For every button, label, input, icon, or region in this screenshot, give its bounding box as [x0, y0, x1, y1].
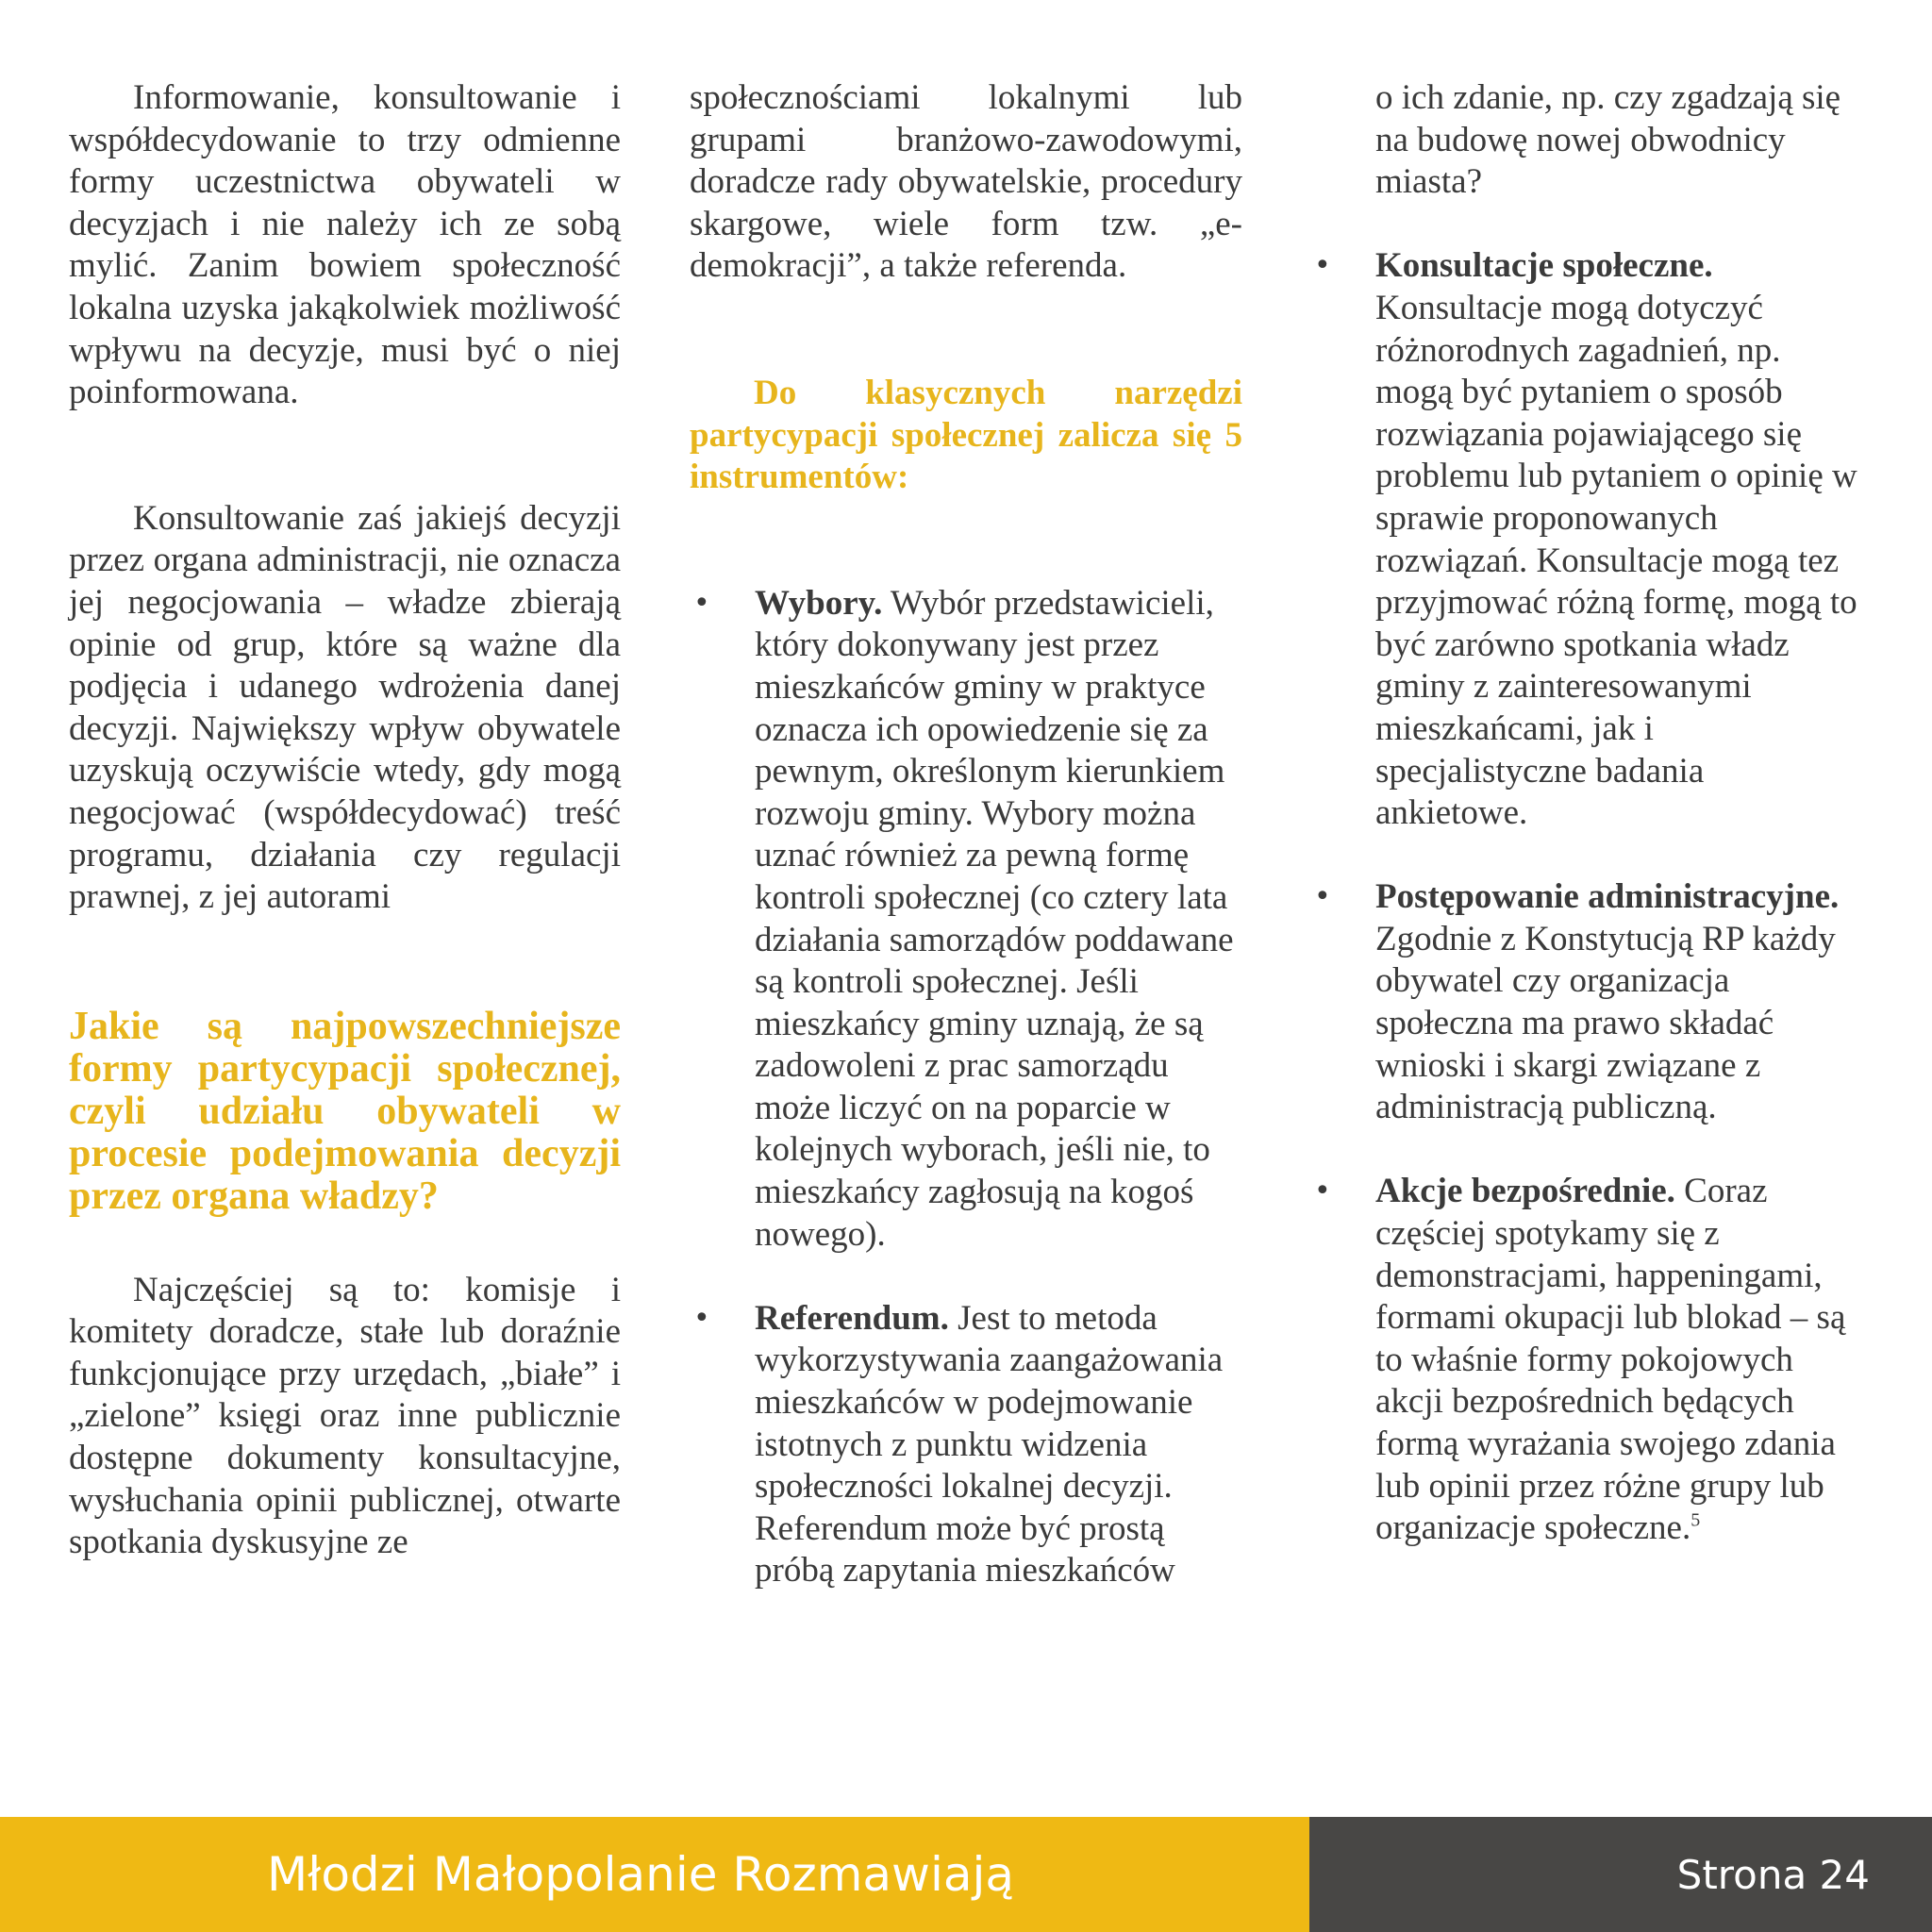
list-item-referendum — [690, 1298, 1242, 1592]
list-item-title: Konsultacje społeczne. — [1375, 246, 1713, 286]
list-item-title: Referendum. — [755, 1298, 949, 1338]
list-item-text: Jest to metoda wykorzystywania zaangażowania mieszkańców w podejmowanie istotnych z punktu widzenia społeczności lokalnej decyzji. Referendum może być prostą próbą zapytania mieszkańców — [755, 1298, 1224, 1591]
footnote-marker: 5 — [1690, 1509, 1701, 1531]
column-1 — [69, 77, 621, 1564]
bullet-dot-icon: • — [1314, 880, 1331, 914]
list-item-wybory — [690, 583, 1242, 1257]
bullet-dot-icon: • — [693, 1301, 710, 1335]
section-heading-instruments: Do klasycznych narzędzi partycypacji społecznej zalicza się 5 instrumentów: — [690, 373, 1242, 497]
column-2 — [690, 77, 1242, 1592]
list-item-akcje — [1310, 1171, 1862, 1549]
paragraph-spolecznosciami: społecznościami lokalnymi lub grupami branżowo-zawodowymi, doradcze rady obywatelskie, procedury skargowe, wiele form tzw. „e-demokracji”, a także referenda. — [690, 78, 1242, 286]
paragraph-informowanie: Informowanie, konsultowanie i współdecydowanie to trzy odmienne formy uczestnictwa obywateli w decyzjach i nie należy ich ze sobą mylić. Zanim bowiem społeczność lokalna uzyska jakąkolwiek możliwość wpływu na decyzje, musi być o niej poinformowana. — [69, 78, 621, 412]
page-number: Strona 24 — [1676, 1851, 1870, 1898]
publication-title: Młodzi Małopolanie Rozmawiają — [266, 1847, 1015, 1902]
list-item-title: Postępowanie administracyjne. — [1375, 877, 1840, 917]
list-item-konsultacje — [1310, 245, 1862, 834]
list-item-title: Akcje bezpośrednie. — [1375, 1172, 1675, 1211]
footer-title-band — [0, 1817, 1309, 1932]
instrument-list — [690, 583, 1242, 1592]
paragraph-konsultowanie: Konsultowanie zaś jakiejś decyzji przez organa administracji, nie oznacza jej negocjowania – władze zbierają opinie od grup, które są ważne dla podjęcia i udanego wdrożenia danej decyzji. Największy wpływ obywatele uzyskują oczywiście wtedy, gdy mogą negocjować (współdecydować) treść programu, działania czy regulacji prawnej, z jej autorami — [69, 498, 621, 917]
list-item-postepowanie — [1310, 876, 1862, 1129]
paragraph-najczesciej: Najczęściej są to: komisje i komitety doradcze, stałe lub doraźnie funkcjonujące przy urzędach, „białe” i „zielone” księgi oraz inne publicznie dostępne dokumenty konsultacyjne, wysłuchania opinii publicznej, otwarte spotkania dyskusyjne ze — [69, 1270, 621, 1562]
paragraph-continuation: o ich zdanie, np. czy zgadzają się na budowę nowej obwodnicy miasta? — [1375, 78, 1841, 202]
page-footer — [0, 1817, 1932, 1932]
footer-page-band — [1309, 1817, 1932, 1932]
column-3 — [1310, 77, 1862, 1550]
list-item-text: Coraz częściej spotykamy się z demonstracjami, happeningami, formami okupacji lub blokad – są to właśnie formy pokojowych akcji bezpośrednich będących formą wyrażania swojego zdania lub opinii przez różne grupy lub organizacje społeczne. — [1375, 1172, 1846, 1548]
section-heading-forms: Jakie są najpowszechniejsze formy partycypacji społecznej, czyli udziału obywateli w procesie podejmowania decyzji przez organa władzy? — [69, 1004, 621, 1218]
list-item-title: Wybory. — [755, 583, 883, 623]
instrument-list-continued — [1310, 245, 1862, 1549]
list-item-text: Zgodnie z Konstytucją RP każdy obywatel czy organizacja społeczna ma prawo składać wnioski i skargi związane z administracją publiczną. — [1375, 919, 1836, 1127]
bullet-dot-icon: • — [1314, 1174, 1331, 1208]
list-item-text: Wybór przedstawicieli, który dokonywany jest przez mieszkańców gminy w praktyce oznacza ich opowiedzenie się za pewnym, określonym kierunkiem rozwoju gminy. Wybory można uznać również za pewną formę kontroli społecznej (co cztery lata działania samorządów poddawane są kontroli społecznej. Jeśli mieszkańcy gminy uznają, że są zadowoleni z prac samorządu może liczyć on na poparcie w kolejnych wyborach, jeśli nie, to mieszkańcy zagłosują na kogoś nowego). — [755, 583, 1234, 1254]
list-item-text: Konsultacje mogą dotyczyć różnorodnych zagadnień, np. mogą być pytaniem o sposób rozwiązania pojawiającego się problemu lub pytaniem o opinię w sprawie proponowanych rozwiązań. Konsultacje mogą tez przyjmować różną formę, mogą to być zarówno spotkania władz gminy z zainteresowanymi mieszkańcami, jak i specjalistyczne badania ankietowe. — [1375, 288, 1857, 833]
bullet-dot-icon: • — [693, 586, 710, 620]
bullet-dot-icon: • — [1314, 249, 1331, 283]
